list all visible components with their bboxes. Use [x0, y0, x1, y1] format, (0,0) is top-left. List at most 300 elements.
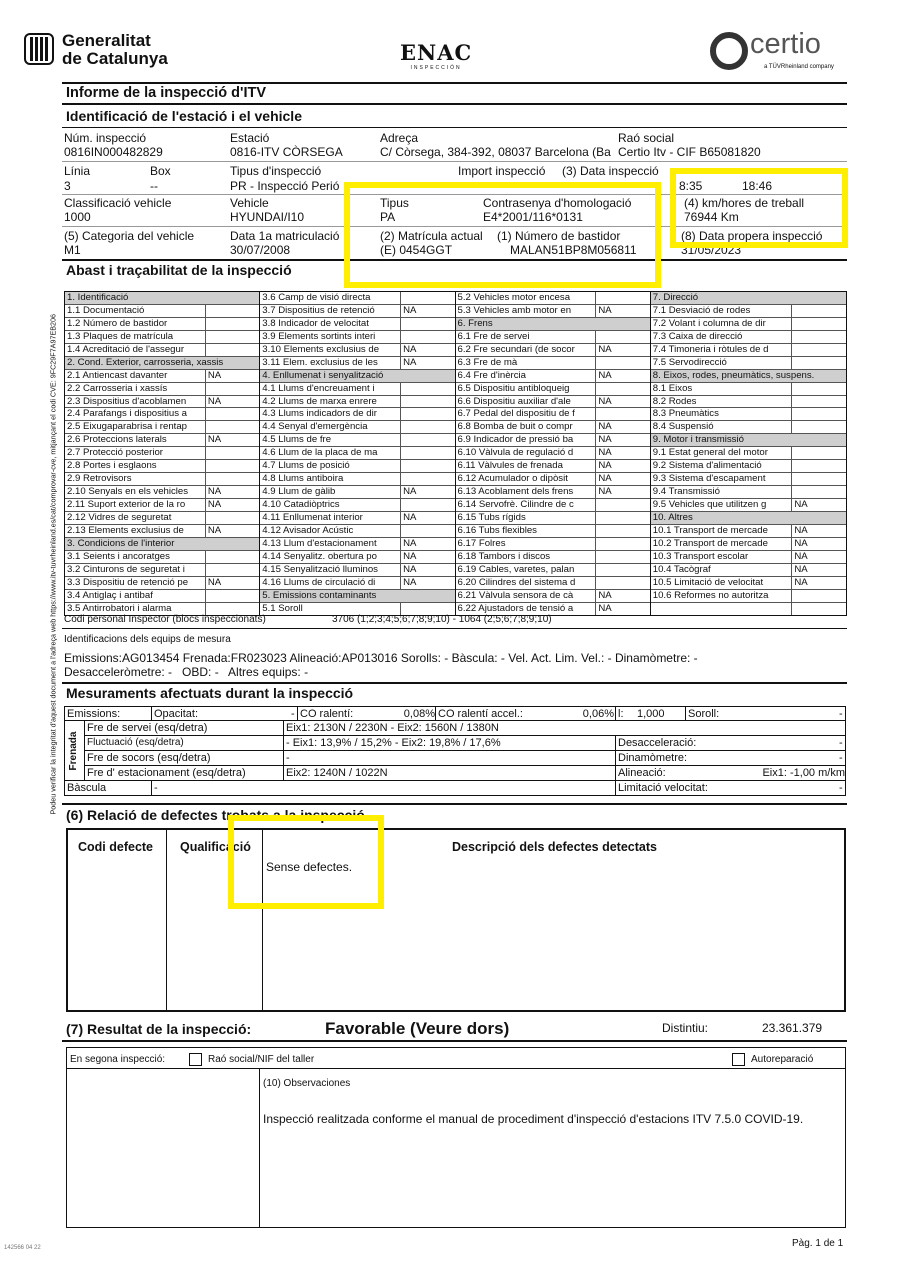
- item-value: [205, 318, 259, 330]
- item-label: 4.11 Enllumenat interior: [262, 511, 363, 523]
- item-value: NA: [400, 538, 454, 550]
- noise-value: -: [839, 708, 843, 720]
- plate-value: (E) 0454GGT: [380, 243, 453, 257]
- item-value: [595, 331, 649, 343]
- deceleration-label: Desacceleració:: [615, 736, 815, 750]
- km-value: 76944 Km: [684, 210, 739, 224]
- item-label: 9. Motor i transmissió: [651, 434, 846, 446]
- co-idle-value: 0,08%: [403, 708, 435, 720]
- item-label: 2.2 Carrosseria i xassís: [67, 382, 168, 394]
- co-idle-label: CO ralentí:: [297, 707, 385, 721]
- item-row: [456, 590, 650, 603]
- item-row: [260, 318, 454, 331]
- item-row: [456, 525, 650, 538]
- item-label: 3.1 Seients i ancoratges: [67, 550, 170, 562]
- second-inspection-box: [66, 1047, 846, 1228]
- col-qualification: Qualificació: [180, 840, 251, 854]
- item-label: 6.6 Dispositiu auxiliar d'ale: [457, 395, 571, 407]
- item-value: [791, 344, 846, 356]
- item-label: 6.3 Fre de mà: [457, 356, 518, 368]
- item-label: 2. Cond. Exterior, carrosseria, xassis: [65, 357, 259, 369]
- station-label: Estació: [230, 131, 270, 145]
- item-value: [791, 447, 846, 459]
- no-defects-text: Sense defectes.: [266, 860, 353, 874]
- item-value: [595, 577, 649, 589]
- item-row: [456, 460, 650, 473]
- item-value: [205, 421, 259, 433]
- inspector-label: Codi personal Inspector (blocs inspeccionats): [64, 614, 266, 625]
- item-row: [456, 577, 650, 590]
- item-value: [205, 305, 259, 317]
- classification-value: 1000: [64, 210, 91, 224]
- item-row: [456, 305, 650, 318]
- item-value: [791, 357, 846, 369]
- item-value: [400, 447, 454, 459]
- fluctuation-value: - Eix1: 13,9% / 15,2% - Eix2: 19,8% / 17,6%: [283, 736, 613, 750]
- company-value: Certio Itv - CIF B65081820: [618, 145, 761, 159]
- item-row: [456, 396, 650, 409]
- alignment-value: Eix1: -1,00 m/km: [762, 767, 845, 779]
- item-value: [595, 408, 649, 420]
- company-label: Raó social: [618, 131, 675, 145]
- item-row: [651, 421, 846, 434]
- item-group-row: [65, 538, 259, 551]
- item-label: 4.14 Senyalitz. obertura po: [262, 550, 377, 562]
- item-label: 7.1 Desviació de rodes: [652, 304, 751, 316]
- item-value: [205, 344, 259, 356]
- item-row: [260, 538, 454, 551]
- item-row: [651, 318, 846, 331]
- item-group-row: [651, 370, 846, 383]
- item-value: NA: [400, 486, 454, 498]
- item-label: 6.20 Cilindres del sistema d: [457, 576, 576, 588]
- item-label: 10.4 Tacògraf: [652, 563, 711, 575]
- certio-text: certio: [750, 28, 821, 60]
- item-label: 9.5 Vehicles que utilitzen g: [652, 499, 767, 510]
- item-label: 8.4 Suspensió: [652, 421, 714, 433]
- item-row: [260, 344, 454, 357]
- highlight-tipus-homologation: [344, 182, 661, 288]
- item-row: [65, 370, 259, 383]
- item-row: [260, 486, 454, 499]
- import-label: Import inspecció: [458, 164, 546, 178]
- item-label: 7.5 Servodirecció: [652, 356, 727, 368]
- inspection-type-value: PR - Inspecció Perió: [230, 179, 340, 193]
- item-row: [456, 383, 650, 396]
- footer-code: 142566 04 22: [4, 1245, 41, 1251]
- item-value: NA: [400, 577, 454, 589]
- item-value: [595, 564, 649, 576]
- lambda-value: 1,000: [637, 708, 665, 720]
- box-value: --: [150, 179, 158, 193]
- item-value: [400, 318, 454, 330]
- item-value: NA: [595, 447, 649, 459]
- item-row: [456, 564, 650, 577]
- item-row: [260, 525, 454, 538]
- item-row: [65, 383, 259, 396]
- item-label: 6.10 Vàlvula de regulació d: [457, 447, 574, 459]
- item-value: NA: [400, 344, 454, 356]
- co-accel-label: CO ralentí accel.:: [435, 707, 575, 721]
- item-value: [205, 447, 259, 459]
- item-label: 3. Condicions de l'interior: [65, 538, 259, 550]
- item-value: NA: [205, 525, 259, 537]
- item-label: 4. Enllumenat i senyalització: [260, 370, 454, 382]
- item-label: 8.2 Rodes: [652, 395, 697, 407]
- item-value: NA: [791, 551, 846, 563]
- item-row: [456, 499, 650, 512]
- time-start: 8:35: [679, 179, 703, 193]
- item-value: [595, 551, 649, 563]
- item-label: 10.3 Transport escolar: [652, 550, 749, 562]
- item-value: [205, 473, 259, 485]
- item-value: NA: [595, 396, 649, 408]
- line-label: Línia: [64, 164, 91, 178]
- address-value: C/ Còrsega, 384-392, 08037 Barcelona (Ba: [380, 145, 611, 159]
- item-label: 9.2 Sistema d'alimentació: [652, 460, 762, 472]
- self-repair-checkbox[interactable]: [732, 1053, 745, 1066]
- item-label: 5.1 Soroll: [262, 602, 303, 614]
- item-value: [205, 460, 259, 472]
- item-row: [260, 499, 454, 512]
- plate-label: (2) Matrícula actual: [380, 229, 483, 243]
- item-row: [651, 344, 846, 357]
- item-row: [65, 499, 259, 512]
- speed-limit-label: Limitació velocitat:: [615, 781, 815, 795]
- category-label: (5) Categoria del vehicle: [64, 229, 195, 243]
- section-scope-title: Abast i traçabilitat de la inspecció: [66, 262, 292, 278]
- item-label: 6.11 Vàlvules de frenada: [457, 460, 563, 472]
- item-label: 2.6 Proteccions laterals: [67, 434, 167, 446]
- item-label: 6.5 Dispositiu antibloqueig: [457, 382, 570, 394]
- item-value: [791, 460, 846, 472]
- item-label: 3.11 Elem. exclusius de les: [262, 356, 378, 368]
- vehicle-label: Vehicle: [230, 196, 269, 210]
- emergency-brake-label: Fre de socors (esq/detra): [87, 752, 211, 764]
- item-row: [456, 331, 650, 344]
- braking-label: Frenada: [68, 731, 79, 771]
- item-label: 8.1 Eixos: [652, 382, 693, 394]
- item-value: [205, 590, 259, 602]
- item-label: 4.8 Llums antiboira: [262, 473, 344, 485]
- items-column: [65, 292, 260, 615]
- item-value: [400, 434, 454, 446]
- dynamometer-value: -: [839, 752, 843, 764]
- item-label: 2.4 Parafangs i dispositius a: [67, 408, 187, 420]
- item-label: 10. Altres: [651, 512, 846, 524]
- vin-value: MALAN51BP8M056811: [510, 243, 637, 257]
- item-label: 4.13 Llum d'estacionament: [262, 537, 377, 549]
- service-brake-label: Fre de servei (esq/detra): [87, 722, 208, 734]
- item-row: [651, 590, 846, 603]
- item-value: NA: [400, 305, 454, 317]
- item-label: 9.3 Sistema d'escapament: [652, 473, 766, 485]
- equipment-line-2: Desacceleròmetre: - OBD: - Altres equips: -: [64, 665, 309, 679]
- item-label: 3.7 Dispositius de retenció: [262, 304, 375, 316]
- highlight-km: [670, 168, 848, 248]
- item-value: [205, 331, 259, 343]
- item-value: NA: [400, 512, 454, 524]
- item-label: 5. Emissions contaminants: [260, 590, 454, 602]
- station-value: 0816-ITV CÒRSEGA: [230, 145, 343, 159]
- item-value: NA: [595, 434, 649, 446]
- opacity-label: Opacitat:: [151, 707, 293, 721]
- item-value: NA: [791, 525, 846, 537]
- item-label: 1.4 Acreditació de l'assegur: [67, 343, 185, 355]
- item-value: [791, 408, 846, 420]
- item-label: 6.16 Tubs flexibles: [457, 524, 537, 536]
- item-label: 3.8 Indicador de velocitat: [262, 317, 369, 329]
- item-label: 4.10 Catadiòptrics: [262, 499, 340, 510]
- item-group-row: [651, 512, 846, 525]
- item-value: [595, 499, 649, 511]
- certio-sub: a TÜVRheinland company: [764, 64, 834, 70]
- item-row: [65, 408, 259, 421]
- item-row: [260, 577, 454, 590]
- vin-label: (1) Número de bastidor: [497, 229, 621, 243]
- item-value: [205, 551, 259, 563]
- speed-limit-value: -: [839, 782, 843, 794]
- item-value: NA: [595, 305, 649, 317]
- items-column: [260, 292, 455, 615]
- item-row: [456, 486, 650, 499]
- item-value: [791, 305, 846, 317]
- parking-brake-label: Fre d' estacionament (esq/detra): [87, 767, 246, 779]
- item-row: [65, 305, 259, 318]
- item-value: [595, 538, 649, 550]
- item-label: 1. Identificació: [65, 292, 259, 304]
- item-label: 9.4 Transmissió: [652, 486, 720, 498]
- alignment-label: Alineació:: [615, 766, 715, 780]
- homologation-value: E4*2001/116*0131: [483, 210, 583, 224]
- item-label: 1.1 Documentació: [67, 304, 145, 316]
- item-label: 4.12 Avisador Acústic: [262, 524, 354, 536]
- item-label: 1.3 Plaques de matrícula: [67, 330, 174, 342]
- box-label: Box: [150, 164, 171, 178]
- item-label: 2.9 Retrovisors: [67, 473, 132, 485]
- item-value: [791, 383, 846, 395]
- item-label: 6.7 Pedal del dispositiu de f: [457, 408, 575, 420]
- item-label: 6.12 Acumulador o dipòsit: [457, 473, 568, 485]
- next-inspection-value: 31/05/2023: [681, 243, 742, 257]
- item-label: 6.18 Tambors i discos: [457, 550, 551, 562]
- item-row: [260, 396, 454, 409]
- item-value: [205, 383, 259, 395]
- item-group-row: [456, 318, 650, 331]
- item-label: 3.3 Dispositiu de retenció pe: [67, 576, 189, 588]
- item-value: NA: [595, 344, 649, 356]
- item-row: [456, 512, 650, 525]
- item-label: 7.4 Timoneria i ròtules de d: [652, 343, 769, 355]
- item-label: 8.3 Pneumàtics: [652, 408, 719, 420]
- category-value: M1: [64, 243, 81, 257]
- item-value: [400, 525, 454, 537]
- item-value: NA: [791, 538, 846, 550]
- workshop-checkbox[interactable]: [189, 1053, 202, 1066]
- item-row: [65, 564, 259, 577]
- item-row: [651, 525, 846, 538]
- item-label: 9.1 Estat general del motor: [652, 447, 768, 459]
- item-row: [65, 473, 259, 486]
- item-label: 1.2 Número de bastidor: [67, 317, 168, 329]
- item-label: 7. Direcció: [651, 292, 846, 304]
- item-label: 4.16 Llums de circulació di: [262, 576, 376, 588]
- result-label: (7) Resultat de la inspecció:: [66, 1021, 252, 1037]
- item-value: [205, 408, 259, 420]
- item-row: [65, 512, 259, 525]
- item-label: 6.13 Acoblament dels frens: [457, 486, 574, 498]
- opacity-value: -: [291, 708, 295, 720]
- item-value: NA: [400, 357, 454, 369]
- item-row: [651, 357, 846, 370]
- item-label: 8. Eixos, rodes, pneumàtics, suspens.: [651, 370, 846, 382]
- item-label: 2.12 Vidres de seguretat: [67, 511, 172, 523]
- scale-label: Bàscula: [67, 782, 107, 794]
- enac-text: ENAC: [400, 40, 473, 65]
- self-repair-label: Autoreparació: [751, 1054, 814, 1065]
- item-label: 4.2 Llums de marxa enrere: [262, 395, 377, 407]
- time-end: 18:46: [742, 179, 773, 193]
- item-row: [456, 292, 650, 305]
- item-label: 3.2 Cinturons de seguretat i: [67, 563, 185, 575]
- item-value: [595, 525, 649, 537]
- item-value: [205, 512, 259, 524]
- section-measurements-title: Mesuraments afectuats durant la inspecció: [66, 685, 354, 701]
- items-column: [456, 292, 651, 615]
- item-value: NA: [791, 564, 846, 576]
- item-value: NA: [400, 564, 454, 576]
- item-value: NA: [595, 590, 649, 602]
- enac-sub: INSPECCIÓN: [410, 65, 462, 71]
- lambda-label: l:: [615, 707, 635, 721]
- item-label: 2.11 Suport exterior de la ro: [67, 499, 186, 510]
- cve-side-text: Podeu verificar la integritat d'aquest document a l'adreça web https://www.itv-tuvrheinland.es/cat/comprovar-cve, mitjançant el codi CVE: 9FC29F7A97EB206: [48, 313, 58, 815]
- badge-label: Distintiu:: [662, 1021, 709, 1035]
- item-label: 10.6 Reformes no autoritza: [652, 589, 769, 601]
- emergency-brake-value: -: [283, 751, 303, 765]
- item-value: NA: [205, 486, 259, 498]
- item-label: 6.17 Folres: [457, 537, 506, 549]
- item-row: [456, 551, 650, 564]
- scale-value: -: [151, 781, 171, 795]
- item-value: NA: [205, 434, 259, 446]
- item-row: [456, 447, 650, 460]
- item-label: 4.6 Llum de la placa de ma: [262, 447, 378, 459]
- item-row: [456, 370, 650, 383]
- inspection-type-label: Tipus d'inspecció: [230, 164, 322, 178]
- item-value: NA: [400, 551, 454, 563]
- item-value: NA: [205, 370, 259, 382]
- item-group-row: [260, 370, 454, 383]
- item-label: 6. Frens: [456, 318, 650, 330]
- item-row: [651, 305, 846, 318]
- item-row: [260, 331, 454, 344]
- item-row: [65, 577, 259, 590]
- item-label: 2.7 Protecció posterior: [67, 447, 163, 459]
- item-row: [456, 344, 650, 357]
- item-value: [791, 396, 846, 408]
- item-label: 3.5 Antirrobatori i alarma: [67, 602, 172, 614]
- item-label: 4.3 Llums indicadors de dir: [262, 408, 377, 420]
- item-value: [400, 473, 454, 485]
- item-row: [260, 357, 454, 370]
- item-row: [65, 460, 259, 473]
- dynamometer-label: Dinamòmetre:: [615, 751, 815, 765]
- item-label: 6.15 Tubs rígids: [457, 511, 526, 523]
- item-label: 4.9 Llum de gàlib: [262, 486, 336, 498]
- item-row: [651, 538, 846, 551]
- item-value: [400, 331, 454, 343]
- emissions-label: Emissions:: [67, 708, 121, 720]
- km-label: (4) km/hores de treball: [684, 196, 805, 210]
- generalitat-logo: [24, 33, 54, 65]
- item-row: [260, 421, 454, 434]
- tipus-label: Tipus: [380, 196, 409, 210]
- item-label: 10.2 Transport de mercade: [652, 537, 768, 549]
- item-value: NA: [595, 421, 649, 433]
- item-value: [400, 383, 454, 395]
- equipment-label: Identificacions dels equips de mesura: [64, 634, 231, 645]
- item-group-row: [260, 590, 454, 603]
- first-registration-value: 30/07/2008: [230, 243, 291, 257]
- item-row: [65, 434, 259, 447]
- item-label: 10.1 Transport de mercade: [652, 524, 768, 536]
- item-value: [595, 357, 649, 369]
- item-row: [65, 447, 259, 460]
- item-group-row: [65, 357, 259, 370]
- item-value: [205, 564, 259, 576]
- fluctuation-label: Fluctuació (esq/detra): [87, 737, 184, 748]
- col-defect-code: Codi defecte: [78, 840, 154, 854]
- item-row: [651, 603, 846, 616]
- inspection-items-grid: [64, 291, 847, 616]
- item-row: [651, 331, 846, 344]
- vehicle-value: HYUNDAI/I10: [230, 210, 305, 224]
- item-row: [260, 473, 454, 486]
- parking-brake-value: Eix2: 1240N / 1022N: [283, 766, 613, 780]
- item-value: [791, 421, 846, 433]
- item-row: [651, 447, 846, 460]
- item-label: 4.4 Senyal d'emergència: [262, 421, 368, 433]
- item-label: 6.21 Vàlvula sensora de cà: [457, 589, 574, 601]
- item-label: 2.5 Eixugaparabrisa i rentap: [67, 421, 187, 433]
- item-value: NA: [595, 370, 649, 382]
- item-row: [260, 305, 454, 318]
- defects-table: [66, 828, 846, 1012]
- second-inspection-label: En segona inspecció:: [70, 1054, 166, 1065]
- item-row: [651, 383, 846, 396]
- item-value: NA: [205, 577, 259, 589]
- item-value: NA: [205, 396, 259, 408]
- homologation-label: Contrasenya d'homologació: [483, 196, 632, 210]
- item-value: [400, 499, 454, 511]
- item-row: [651, 396, 846, 409]
- item-row: [260, 292, 454, 305]
- inspection-number-value: 0816IN000482829: [64, 145, 163, 159]
- inspector-value: 3706 (1;2;3;4;5;6;7;8;9;10) - 1064 (2;5;6;7;8;9;10): [332, 614, 552, 625]
- item-row: [651, 408, 846, 421]
- section-defects-title: (6) Relació de defectes trobats a la inspecció: [66, 807, 365, 823]
- item-row: [456, 473, 650, 486]
- item-value: NA: [595, 460, 649, 472]
- item-label: 6.19 Cables, varetes, palan: [457, 563, 575, 575]
- item-label: 6.14 Servofrè. Cilindre de c: [457, 499, 574, 510]
- item-label: 6.22 Ajustadors de tensió a: [457, 602, 574, 614]
- observations-label: (10) Observaciones: [263, 1078, 351, 1089]
- item-value: NA: [595, 603, 649, 616]
- item-row: [65, 486, 259, 499]
- item-row: [456, 434, 650, 447]
